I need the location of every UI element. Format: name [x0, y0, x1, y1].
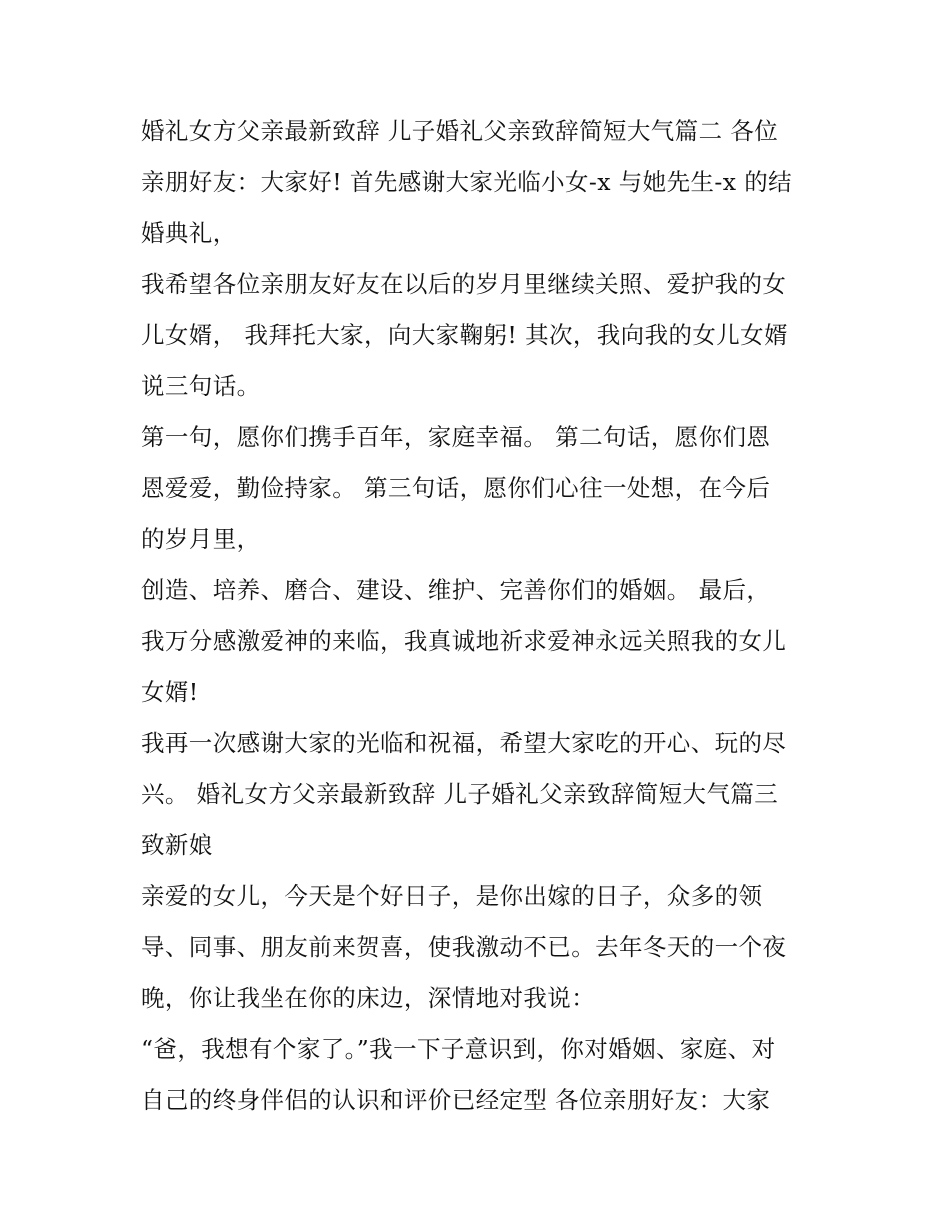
text-line-1: 婚礼女方父亲最新致辞 儿子婚礼父亲致辞简短大气篇二 各位 [141, 117, 779, 145]
text-line-17: 导、同事、朋友前来贺喜，使我激动不已。去年冬天的一个夜 [141, 933, 787, 961]
text-line-16: 亲爱的女儿，今天是个好日子，是你出嫁的日子，众多的领 [141, 882, 763, 910]
text-line-10: 创造、培养、磨合、建设、维护、完善你们的婚姻。 最后， [141, 576, 771, 604]
text-line-14: 兴。 婚礼女方父亲最新致辞 儿子婚礼父亲致辞简短大气篇三 [141, 780, 779, 808]
text-line-12: 女婿! [141, 678, 199, 706]
text-line-3: 婚典礼， [141, 219, 237, 247]
text-line-9: 的岁月里， [141, 525, 261, 553]
text-line-6: 说三句话。 [141, 372, 261, 400]
text-line-13: 我再一次感谢大家的光临和祝福，希望大家吃的开心、玩的尽 [141, 729, 787, 757]
text-line-8: 恩爱爱，勤俭持家。 第三句话，愿你们心往一处想，在今后 [141, 474, 771, 502]
text-line-4: 我希望各位亲朋友好友在以后的岁月里继续关照、爱护我的女 [141, 270, 787, 298]
text-line-15: 致新娘 [141, 831, 213, 859]
document-body [141, 106, 821, 1126]
text-line-19: “爸，我想有个家了。”我一下子意识到，你对婚姻、家庭、对 [141, 1035, 776, 1063]
text-line-20: 自己的终身伴侣的认识和评价已经定型 各位亲朋好友：大家 [141, 1086, 771, 1114]
text-line-18: 晚，你让我坐在你的床边，深情地对我说： [141, 984, 596, 1012]
text-line-2: 亲朋好友：大家好! 首先感谢大家光临小女-x 与她先生-x 的结 [141, 168, 793, 196]
text-line-11: 我万分感激爱神的来临，我真诚地祈求爱神永远关照我的女儿 [141, 627, 787, 655]
text-line-5: 儿女婿， 我拜托大家，向大家鞠躬! 其次，我向我的女儿女婿 [141, 321, 788, 349]
text-line-7: 第一句，愿你们携手百年，家庭幸福。 第二句话，愿你们恩 [141, 423, 771, 451]
